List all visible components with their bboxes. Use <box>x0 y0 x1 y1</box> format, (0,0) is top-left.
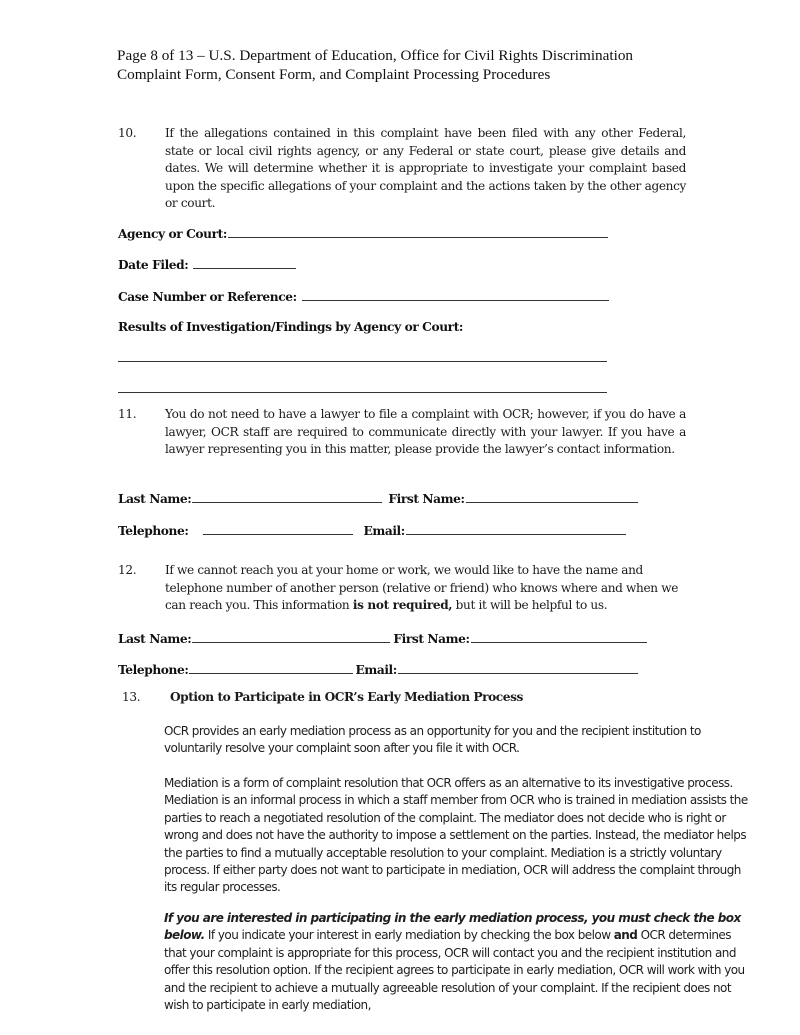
item-12-number: 12. <box>118 563 137 577</box>
not-required-emphasis: is not required, <box>352 598 453 612</box>
mediation-instruction-emphasis: If you are interested in participating in the early mediation process, you must check the box below. <box>164 911 741 943</box>
case-number-label: Case Number or Reference: <box>118 290 297 304</box>
date-filed-field <box>118 252 296 272</box>
mediation-checkbox-instructions <box>164 910 756 1014</box>
lawyer-email-label: Email: <box>363 524 405 538</box>
item-11-text: You do not need to have a lawyer to file a complaint with OCR; however, if you do have a lawyer, OCR staff are required to communicate directly with your lawyer. If you have a lawyer representing you in this matter, please provide the lawyer’s contact information. <box>165 407 686 456</box>
date-filed-label: Date Filed: <box>118 258 189 272</box>
lawyer-telephone-label: Telephone: <box>118 524 189 538</box>
agency-court-field <box>118 221 608 241</box>
results-input-line-2[interactable] <box>118 392 607 393</box>
lawyer-email-input[interactable] <box>406 520 626 535</box>
item-13-title: Option to Participate in OCR’s Early Mediation Process <box>170 690 523 704</box>
item-12 <box>118 562 688 616</box>
lawyer-last-name-input[interactable] <box>192 488 382 503</box>
mediation-description-paragraph: Mediation is a form of complaint resolution that OCR offers as an alternative to its investigative process. Mediation is an informal process in which a staff member from OCR who is trained in mediation assists the parties to reach a negotiated resolution of the complaint. The mediator does not decide who is right or wrong and does not have the authority to impose a settlement on the parties. Instead, the mediator helps the parties to find a mutually acceptable resolution to your complaint. Mediation is a strictly voluntary process. If either party does not want to participate in mediation, OCR will address the complaint through its regular processes. <box>164 776 748 895</box>
and-emphasis: and <box>613 928 638 943</box>
lawyer-last-name-label: Last Name: <box>118 492 192 506</box>
alt-first-name-label: First Name: <box>393 632 470 646</box>
item-12-text-a: If we cannot reach you at your home or work, we would like to have the name and telephone number of another person (relative or friend) who knows where and when we can reach you. This information <box>165 563 679 612</box>
item-11 <box>118 406 688 478</box>
item-12-text-b: but it will be helpful to us. <box>452 598 608 612</box>
alt-last-name-label: Last Name: <box>118 632 192 646</box>
alt-telephone-input[interactable] <box>189 659 353 674</box>
lawyer-name-row <box>118 486 638 506</box>
mediation-instruction-text-b: OCR determines that your complaint is appropriate for this process, OCR will contact you and the recipient institution and offer this resolution option. If the recipient agrees to participate in early mediation, OCR will work with you and the recipient to achieve a mutually agreeable resolution of your complaint. If the recipient does not wish to participate in early mediation, <box>164 928 745 1013</box>
case-number-input[interactable] <box>302 286 609 301</box>
alt-telephone-label: Telephone: <box>118 663 189 677</box>
header-line-1: Page 8 of 13 – U.S. Department of Education, Office for Civil Rights Discrimination <box>117 47 634 64</box>
item-10-text: If the allegations contained in this complaint have been filed with any other Federal, state or local civil rights agency, or any Federal or state court, please give details and dates. We will determine whether it is appropriate to investigate your complaint based upon the specific allegations of your complaint and the actions taken by the other agency or court. <box>165 126 686 210</box>
lawyer-telephone-input[interactable] <box>203 520 353 535</box>
lawyer-first-name-input[interactable] <box>466 488 638 503</box>
case-number-field <box>118 284 609 304</box>
mediation-intro-paragraph: OCR provides an early mediation process as an opportunity for you and the recipient institution to voluntarily resolve your complaint soon after you file it with OCR. <box>164 724 701 756</box>
results-field <box>118 314 464 334</box>
item-12-text <box>165 562 686 615</box>
agency-court-input[interactable] <box>228 223 608 238</box>
item-13-number: 13. <box>122 690 141 704</box>
date-filed-input[interactable] <box>193 254 296 269</box>
alt-last-name-input[interactable] <box>192 628 390 643</box>
alt-email-label: Email: <box>355 663 397 677</box>
results-label: Results of Investigation/Findings by Agency or Court: <box>118 320 464 334</box>
mediation-instruction-text-a: If you indicate your interest in early mediation by checking the box below <box>204 928 614 943</box>
header-line-2: Complaint Form, Consent Form, and Complaint Processing Procedures <box>117 66 551 83</box>
agency-court-label: Agency or Court: <box>118 227 227 241</box>
item-10 <box>118 125 688 215</box>
lawyer-contact-row <box>118 518 626 538</box>
alt-email-input[interactable] <box>398 659 638 674</box>
alternate-contact-row <box>118 657 638 677</box>
item-11-number: 11. <box>118 407 137 421</box>
item-10-number: 10. <box>118 126 137 140</box>
lawyer-first-name-label: First Name: <box>388 492 465 506</box>
alternate-contact-name-row <box>118 626 647 646</box>
page-header <box>117 46 717 84</box>
results-input-line-1[interactable] <box>118 361 607 362</box>
alt-first-name-input[interactable] <box>471 628 647 643</box>
